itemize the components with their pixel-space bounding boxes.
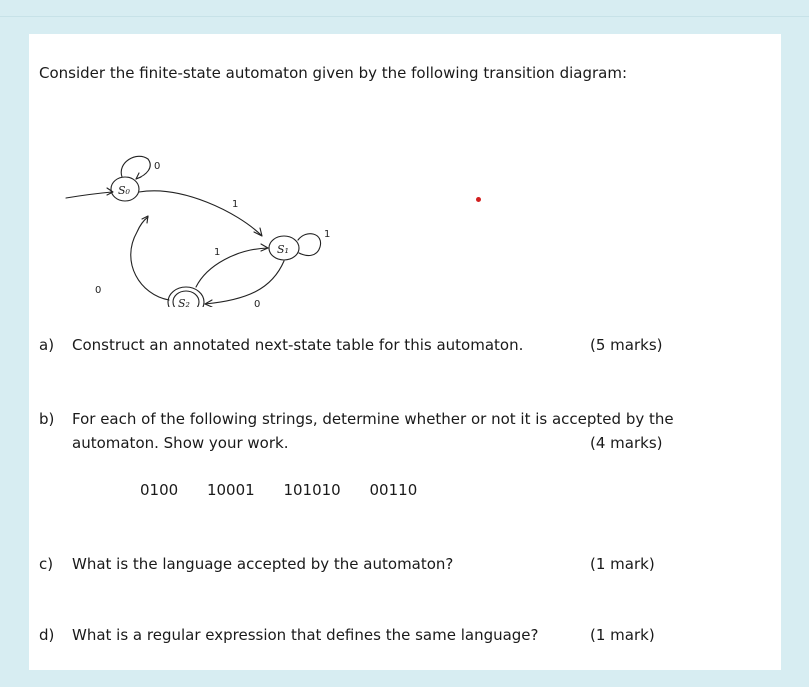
question-b-text-line2: automaton. Show your work. (72, 434, 289, 452)
edge-s2-s1-head (261, 244, 268, 251)
question-c (39, 552, 759, 576)
question-b (39, 407, 759, 457)
intro-text: Consider the finite-state automaton given by the following transition diagram: (39, 64, 627, 82)
test-strings (140, 481, 441, 499)
label-s0-s1: 1 (232, 199, 239, 210)
edge-s1-s2 (205, 261, 284, 304)
question-c-text: What is the language accepted by the automaton? (72, 555, 454, 573)
test-string: 00110 (369, 481, 418, 499)
question-a (39, 333, 759, 357)
state-s1-label: S₁ (277, 243, 289, 256)
state-s2-label: S₂ (178, 297, 190, 307)
question-card (29, 34, 781, 670)
question-d-label: d) (39, 626, 55, 644)
question-c-label: c) (39, 555, 54, 573)
label-s2-s1: 1 (214, 247, 221, 258)
test-string: 10001 (206, 481, 255, 499)
question-d-text: What is a regular expression that defines the same language? (72, 626, 539, 644)
s0-self-loop (121, 156, 150, 179)
test-string: 101010 (283, 481, 341, 499)
label-s2-s0: 0 (95, 285, 102, 296)
s0-loop-head (136, 173, 141, 179)
question-a-marks: (5 marks) (590, 336, 663, 354)
label-s0-loop: 0 (154, 161, 161, 172)
transition-diagram (62, 137, 342, 307)
question-b-text-line1: For each of the following strings, determine whether or not it is accepted by the (72, 410, 674, 428)
question-b-marks: (4 marks) (590, 434, 663, 452)
red-dot-mark (476, 197, 481, 202)
label-s1-s2: 0 (254, 299, 261, 307)
question-d-marks: (1 mark) (590, 626, 655, 644)
state-s0-label: S₀ (118, 184, 130, 197)
edge-s0-s1 (139, 191, 261, 235)
test-string: 0100 (140, 481, 179, 499)
edge-s2-s0 (131, 217, 169, 300)
question-a-label: a) (39, 336, 55, 354)
edge-s2-s1 (196, 248, 268, 287)
question-a-text: Construct an annotated next-state table for this automaton. (72, 336, 524, 354)
page-background (0, 16, 809, 687)
label-s1-loop: 1 (324, 229, 331, 240)
s1-self-loop (298, 234, 321, 256)
question-c-marks: (1 mark) (590, 555, 655, 573)
question-b-label: b) (39, 410, 55, 428)
question-d (39, 623, 759, 647)
start-arrow (66, 192, 112, 198)
